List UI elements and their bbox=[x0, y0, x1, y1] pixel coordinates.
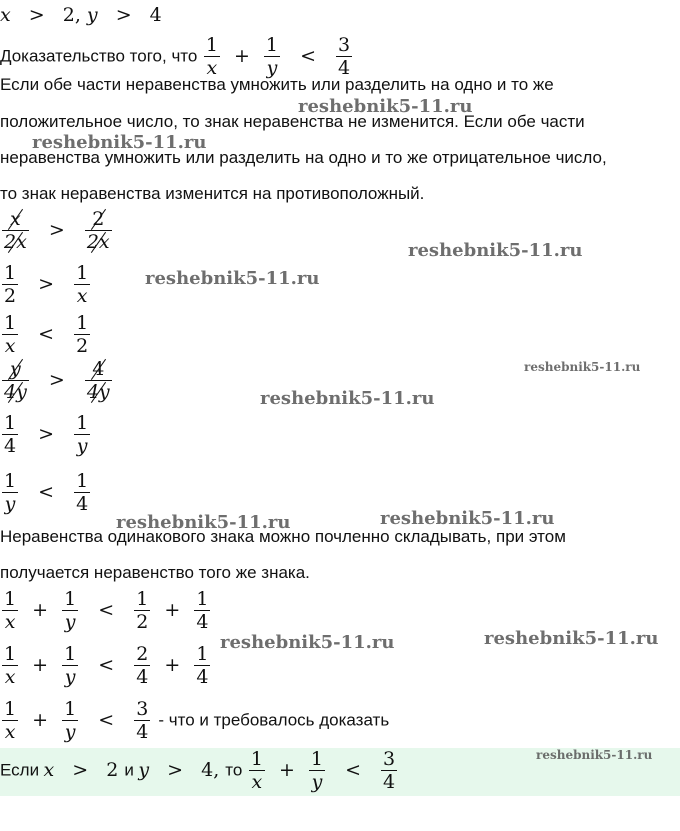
step-y-1 bbox=[0, 358, 114, 403]
denominator: x bbox=[4, 666, 16, 688]
watermark: reshebnik5-11.ru bbox=[408, 240, 583, 261]
fraction bbox=[85, 358, 112, 403]
denominator: 4 bbox=[338, 57, 351, 79]
denominator: 2 bbox=[76, 335, 89, 357]
fraction bbox=[74, 262, 90, 307]
denominator: x bbox=[4, 611, 16, 633]
numerator: 2 bbox=[136, 643, 149, 665]
answer-if: Если bbox=[0, 760, 40, 780]
denominator: y bbox=[266, 57, 278, 79]
numerator: 1 bbox=[76, 412, 89, 434]
denominator: 4 bbox=[196, 666, 209, 688]
fraction bbox=[194, 588, 210, 633]
rule2-line-2: получается неравенство того же знака. bbox=[0, 563, 310, 582]
denominator: 4 bbox=[136, 666, 149, 688]
numerator: 4 bbox=[85, 358, 112, 381]
gt-sign: > bbox=[167, 758, 184, 781]
numerator: 1 bbox=[76, 262, 89, 284]
value-2: 2, bbox=[62, 4, 81, 26]
numerator: 1 bbox=[4, 698, 17, 720]
denominator: 2 bbox=[4, 285, 17, 307]
fraction bbox=[134, 643, 150, 688]
numerator: 1 bbox=[250, 748, 263, 770]
fraction bbox=[62, 643, 78, 688]
fraction bbox=[2, 698, 18, 743]
watermark: reshebnik5-11.ru bbox=[524, 360, 641, 374]
fraction bbox=[2, 262, 18, 307]
denominator: 4 bbox=[76, 493, 89, 515]
numerator: 3 bbox=[338, 34, 351, 56]
denominator: 2 bbox=[136, 611, 149, 633]
numerator: 3 bbox=[136, 698, 149, 720]
value-4: 4 bbox=[149, 4, 162, 26]
prove-line bbox=[0, 34, 354, 79]
numerator: 1 bbox=[76, 312, 89, 334]
prove-label: Доказательство того, что bbox=[0, 46, 198, 66]
fraction bbox=[204, 34, 220, 79]
fraction bbox=[74, 470, 90, 515]
fraction bbox=[2, 312, 18, 357]
denominator: y bbox=[4, 493, 16, 515]
denominator: 4 bbox=[383, 771, 396, 793]
gt-sign: > bbox=[48, 368, 65, 391]
denominator: x bbox=[4, 335, 16, 357]
numerator: y bbox=[2, 358, 29, 381]
lt-sign: < bbox=[98, 653, 115, 676]
watermark: reshebnik5-11.ru bbox=[220, 632, 395, 653]
fraction bbox=[264, 34, 280, 79]
sum-step-final: $\frac{1}{x}$ + $\frac{1}{y}$ < $\frac{3}{4}$ - что и требовалось доказать bbox=[4, 698, 390, 743]
numerator: 1 bbox=[136, 588, 149, 610]
var-x: x bbox=[0, 4, 11, 26]
lt-sign: < bbox=[98, 708, 115, 731]
fraction bbox=[381, 748, 397, 793]
watermark: reshebnik5-11.ru bbox=[298, 96, 473, 117]
lt-sign: < bbox=[98, 598, 115, 621]
numerator: 1 bbox=[4, 470, 17, 492]
step-y-3 bbox=[0, 470, 92, 515]
fraction bbox=[249, 748, 265, 793]
fraction bbox=[336, 34, 352, 79]
numerator: 1 bbox=[4, 262, 17, 284]
denominator: x bbox=[4, 721, 16, 743]
denominator: 4y bbox=[4, 381, 27, 403]
watermark: reshebnik5-11.ru bbox=[380, 508, 555, 529]
denominator: x bbox=[206, 57, 218, 79]
denominator: 4y bbox=[86, 381, 110, 403]
gt-sign: > bbox=[48, 218, 65, 241]
fraction bbox=[2, 588, 18, 633]
numerator: 1 bbox=[76, 470, 89, 492]
fraction bbox=[62, 588, 78, 633]
step-y-2 bbox=[0, 412, 92, 457]
denominator: x bbox=[251, 771, 263, 793]
numerator: 1 bbox=[64, 588, 77, 610]
fraction bbox=[134, 588, 150, 633]
answer-line bbox=[0, 748, 399, 793]
watermark: reshebnik5-11.ru bbox=[145, 268, 320, 289]
sum-step-2: $\frac{1}{x}$ + $\frac{1}{y}$ < $\frac{2}{4}$ + $\frac{1}{4}$ bbox=[4, 643, 209, 688]
fraction bbox=[2, 412, 18, 457]
numerator: 1 bbox=[196, 643, 209, 665]
watermark: reshebnik5-11.ru bbox=[536, 748, 653, 762]
numerator: 3 bbox=[383, 748, 396, 770]
denominator: 2x bbox=[86, 231, 110, 253]
watermark: reshebnik5-11.ru bbox=[116, 512, 291, 533]
fraction bbox=[2, 358, 29, 403]
step-x-2 bbox=[0, 262, 92, 307]
value-2: 2 bbox=[106, 758, 119, 781]
lt-sign: < bbox=[38, 480, 55, 503]
lt-sign: < bbox=[300, 44, 316, 67]
rule1-line-3: неравенства умножить или разделить на одно и то же отрицательное число, bbox=[0, 148, 607, 167]
fraction bbox=[74, 412, 90, 457]
fraction bbox=[194, 643, 210, 688]
value-4: 4, bbox=[201, 758, 220, 781]
watermark: reshebnik5-11.ru bbox=[260, 388, 435, 409]
numerator: 1 bbox=[4, 643, 17, 665]
denominator: x bbox=[76, 285, 88, 307]
numerator: 1 bbox=[265, 34, 279, 56]
watermark: reshebnik5-11.ru bbox=[484, 628, 659, 649]
denominator: 4 bbox=[136, 721, 149, 743]
fraction bbox=[62, 698, 78, 743]
answer-and: и bbox=[124, 760, 134, 780]
denominator: 4 bbox=[196, 611, 209, 633]
step-x-1 bbox=[0, 208, 114, 253]
plus-sign: + bbox=[233, 44, 250, 67]
fraction bbox=[134, 698, 150, 743]
plus-sign: + bbox=[278, 758, 295, 781]
gt-sign: > bbox=[72, 758, 89, 781]
var-y: y bbox=[138, 758, 150, 781]
fraction bbox=[2, 643, 18, 688]
rule1-line-1: Если обе части неравенства умножить или разделить на одно и то же bbox=[0, 75, 554, 94]
given-line bbox=[0, 4, 162, 26]
gt-sign: > bbox=[38, 272, 55, 295]
denominator: y bbox=[64, 666, 76, 688]
denominator: y bbox=[76, 435, 88, 457]
watermark: reshebnik5-11.ru bbox=[32, 132, 207, 153]
rule1-line-2: положительное число, то знак неравенства не изменится. Если обе части bbox=[0, 112, 585, 131]
denominator: y bbox=[64, 611, 76, 633]
fraction bbox=[85, 208, 112, 253]
numerator: 1 bbox=[4, 412, 17, 434]
fraction bbox=[2, 470, 18, 515]
fraction bbox=[74, 312, 90, 357]
gt-sign: > bbox=[38, 422, 55, 445]
fraction bbox=[309, 748, 325, 793]
step-x-3 bbox=[0, 312, 92, 357]
denominator: y bbox=[311, 771, 323, 793]
qed-text: - что и требовалось доказать bbox=[158, 710, 390, 730]
numerator: 1 bbox=[196, 588, 209, 610]
answer-then: то bbox=[225, 760, 243, 780]
var-y: y bbox=[86, 4, 98, 26]
numerator: 1 bbox=[310, 748, 324, 770]
numerator: 1 bbox=[205, 34, 218, 56]
gt-sign: > bbox=[28, 4, 45, 26]
fraction bbox=[2, 208, 29, 253]
gt-sign: > bbox=[115, 4, 132, 26]
numerator: x bbox=[2, 208, 29, 231]
denominator: 4 bbox=[4, 435, 17, 457]
sum-step-1: $\frac{1}{x}$ + $\frac{1}{y}$ < $\frac{1}{2}$ + $\frac{1}{4}$ bbox=[4, 588, 209, 633]
numerator: 2 bbox=[85, 208, 112, 231]
rule1-line-4: то знак неравенства изменится на противоположный. bbox=[0, 184, 425, 203]
rule2-line-1: Неравенства одинакового знака можно почленно складывать, при этом bbox=[0, 527, 566, 546]
denominator: 2x bbox=[4, 231, 27, 253]
numerator: 1 bbox=[4, 312, 17, 334]
lt-sign: < bbox=[38, 322, 55, 345]
var-x: x bbox=[43, 758, 55, 781]
numerator: 1 bbox=[4, 588, 17, 610]
lt-sign: < bbox=[345, 758, 361, 781]
numerator: 1 bbox=[64, 643, 77, 665]
numerator: 1 bbox=[64, 698, 77, 720]
denominator: y bbox=[64, 721, 76, 743]
